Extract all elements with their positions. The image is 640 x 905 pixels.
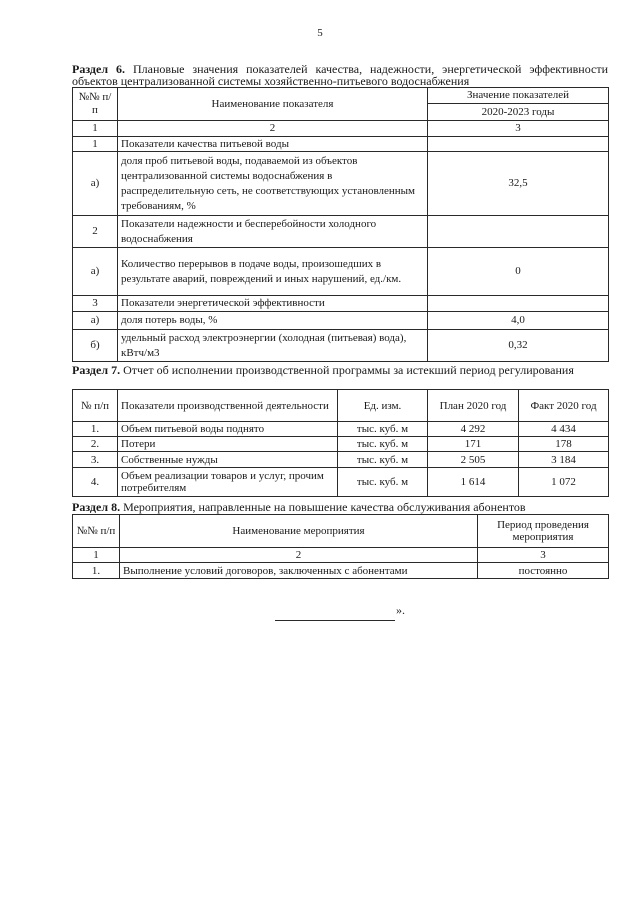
section8-title: Мероприятия, направленные на повышение качества обслуживания абонентов [123,500,526,514]
row-num: 1 [73,137,118,152]
closing-quote: ». [396,603,405,617]
row-plan: 4 292 [428,422,519,437]
section7-heading [72,364,608,376]
section6-label: Раздел 6. [72,62,126,76]
table-row [73,452,609,468]
row-value: 0 [428,248,609,296]
row-unit: тыс. куб. м [338,468,428,497]
col-header-value-years: 2020-2023 годы [428,104,609,121]
section6-table [72,87,609,362]
row-name: Объем реализации товаров и услуг, прочим потребителям [118,468,338,497]
col-header-period: Период проведения мероприятия [478,515,609,548]
row-plan: 171 [428,437,519,452]
table-row [73,330,609,362]
row-name: Выполнение условий договоров, заключенных с абонентами [120,563,478,579]
row-name: Собственные нужды [118,452,338,468]
table-row [73,296,609,312]
page-number: 5 [317,27,323,39]
section8-heading [72,501,608,513]
row-num: 2 [73,216,118,248]
col-header-num: №№ п/п [73,88,118,121]
row-num: а) [73,312,118,330]
table-row [73,422,609,437]
col-header-unit: Ед. изм. [338,390,428,422]
section7-table [72,389,609,497]
index-cell: 1 [73,548,120,563]
row-plan: 1 614 [428,468,519,497]
row-value: 0,32 [428,330,609,362]
col-header-fact: Факт 2020 год [519,390,609,422]
row-num: 1. [73,422,118,437]
index-cell: 2 [118,121,428,137]
row-num: 3 [73,296,118,312]
row-name: Количество перерывов в подаче воды, произошедших в результате аварий, повреждений и иных нарушений, ед./км. [118,248,428,296]
table-row [73,137,609,152]
row-name: Показатели надежности и бесперебойности холодного водоснабжения [118,216,428,248]
table-row [73,468,609,497]
row-value: 4,0 [428,312,609,330]
index-cell: 2 [120,548,478,563]
col-header-value-title: Значение показателей [428,88,609,104]
index-cell: 3 [428,121,609,137]
signature-line [275,606,395,621]
row-num: 3. [73,452,118,468]
table-row [73,216,609,248]
row-name: Потери [118,437,338,452]
col-header-name: Показатели производственной деятельности [118,390,338,422]
row-value [428,137,609,152]
section7-label: Раздел 7. [72,363,121,377]
row-plan: 2 505 [428,452,519,468]
row-name: Показатели качества питьевой воды [118,137,428,152]
section8-table [72,514,609,579]
table-row [73,152,609,216]
row-name: доля проб питьевой воды, подаваемой из объектов централизованной системы водоснабжения в распределительную сеть, не соответствующих установленным требованиям, % [118,152,428,216]
row-fact: 1 072 [519,468,609,497]
row-num: 1. [73,563,120,579]
table-row [73,248,609,296]
section7-title: Отчет об исполнении производственной программы за истекший период регулирования [123,363,574,377]
col-header-name: Наименование мероприятия [120,515,478,548]
row-num: а) [73,152,118,216]
row-name: Объем питьевой воды поднято [118,422,338,437]
section6-heading [72,63,608,87]
row-num: а) [73,248,118,296]
col-header-name: Наименование показателя [118,88,428,121]
table-row [73,312,609,330]
section6-title: Плановые значения показателей качества, надежности, энергетической эффективности объектов централизованной системы хозяйственно-питьевого водоснабжения [72,62,609,88]
row-name: удельный расход электроэнергии (холодная (питьевая) вода), кВтч/м3 [118,330,428,362]
row-fact: 4 434 [519,422,609,437]
col-header-num: №№ п/п [73,515,120,548]
index-cell: 1 [73,121,118,137]
row-unit: тыс. куб. м [338,437,428,452]
row-value [428,216,609,248]
row-fact: 3 184 [519,452,609,468]
row-num: 4. [73,468,118,497]
row-period: постоянно [478,563,609,579]
row-fact: 178 [519,437,609,452]
col-header-num: № п/п [73,390,118,422]
row-unit: тыс. куб. м [338,452,428,468]
row-value: 32,5 [428,152,609,216]
col-header-plan: План 2020 год [428,390,519,422]
row-name: Показатели энергетической эффективности [118,296,428,312]
table-row [73,437,609,452]
section8-label: Раздел 8. [72,500,121,514]
row-value [428,296,609,312]
table-row [73,563,609,579]
index-cell: 3 [478,548,609,563]
row-num: 2. [73,437,118,452]
row-num: б) [73,330,118,362]
row-name: доля потерь воды, % [118,312,428,330]
row-unit: тыс. куб. м [338,422,428,437]
